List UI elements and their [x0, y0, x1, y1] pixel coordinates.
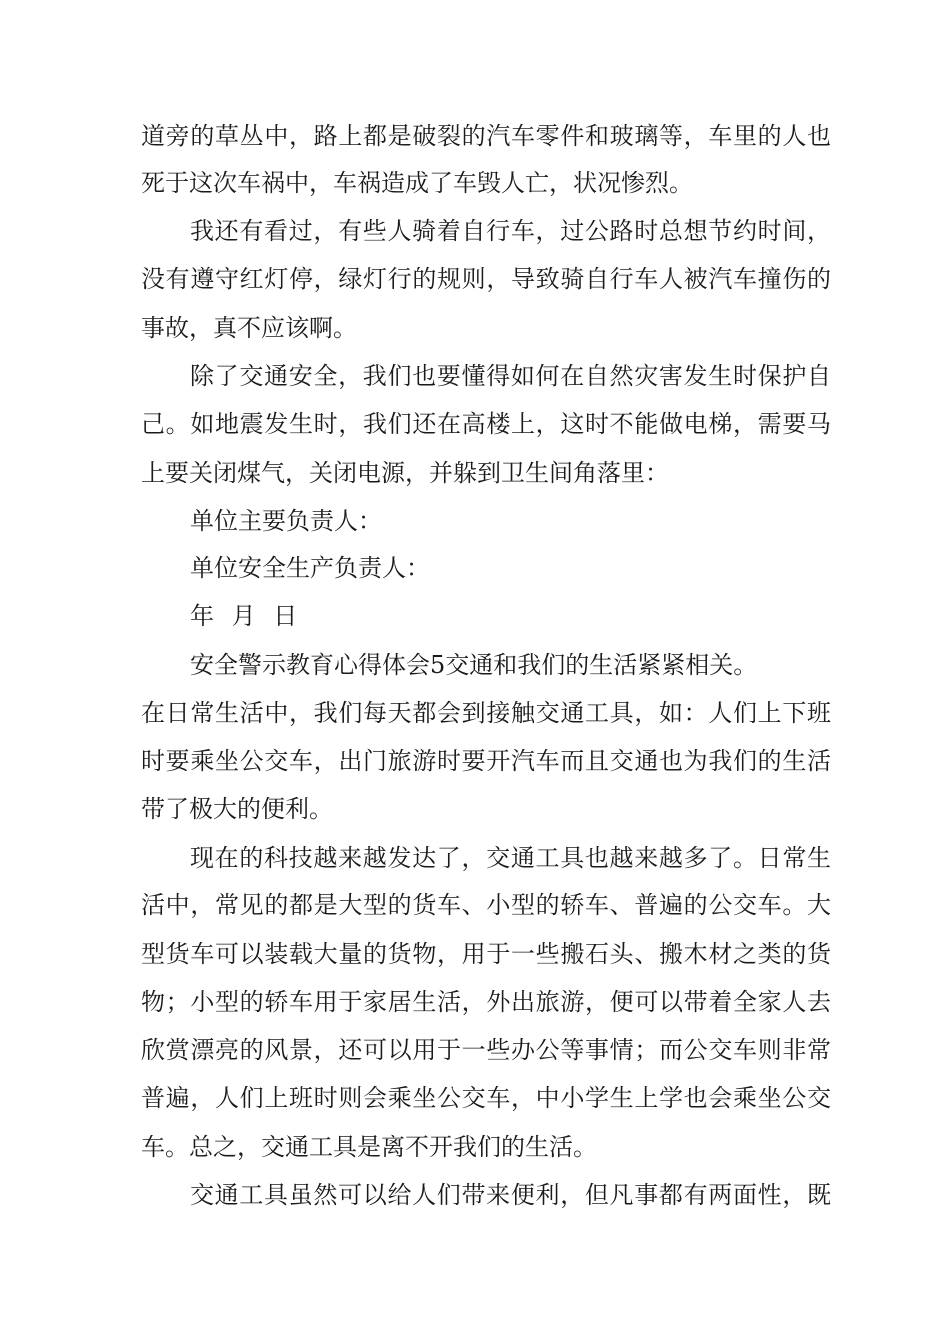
text-line: 车。总之，交通工具是离不开我们的生活。	[141, 1133, 597, 1161]
text-line: 我还有看过，有些人骑着自行车，过公路时总想节约时间，	[190, 217, 831, 245]
text-line: 活中，常见的都是大型的货车、小型的轿车、普遍的公交车。大	[141, 891, 831, 919]
text-line: 死于这次车祸中，车祸造成了车毁人亡，状况惨烈。	[141, 169, 693, 197]
text-line: 己。如地震发生时，我们还在高楼上，这时不能做电梯，需要马	[141, 410, 831, 438]
signature-line-main-responsible: 单位主要负责人：	[190, 507, 382, 535]
text-line: 现在的科技越来越发达了，交通工具也越来越多了。日常生	[190, 844, 831, 872]
text-line: 带了极大的便利。	[141, 795, 333, 823]
text-line: 上要关闭煤气，关闭电源，并躲到卫生间角落里：	[141, 459, 669, 487]
text-line: 没有遵守红灯停，绿灯行的规则，导致骑自行车人被汽车撞伤的	[141, 265, 831, 293]
text-line: 交通工具虽然可以给人们带来便利，但凡事都有两面性，既	[190, 1181, 831, 1209]
signature-line-safety-responsible: 单位安全生产负责人：	[190, 554, 430, 582]
text-line: 型货车可以装载大量的货物，用于一些搬石头、搬木材之类的货	[141, 940, 831, 968]
text-line: 道旁的草丛中，路上都是破裂的汽车零件和玻璃等，车里的人也	[141, 122, 831, 150]
text-line: 在日常生活中，我们每天都会到接触交通工具，如：人们上下班	[141, 699, 831, 727]
date-line: 年 月 日	[190, 602, 298, 630]
section-heading: 安全警示教育心得体会5交通和我们的生活紧紧相关。	[190, 651, 758, 679]
text-line: 时要乘坐公交车，出门旅游时要开汽车而且交通也为我们的生活	[141, 747, 831, 775]
text-line: 除了交通安全，我们也要懂得如何在自然灾害发生时保护自	[190, 362, 831, 390]
text-line: 欣赏漂亮的风景，还可以用于一些办公等事情；而公交车则非常	[141, 1036, 831, 1064]
text-line: 物；小型的轿车用于家居生活，外出旅游，便可以带着全家人去	[141, 988, 831, 1016]
text-line: 事故，真不应该啊。	[141, 314, 357, 342]
text-line: 普遍，人们上班时则会乘坐公交车，中小学生上学也会乘坐公交	[141, 1084, 831, 1112]
